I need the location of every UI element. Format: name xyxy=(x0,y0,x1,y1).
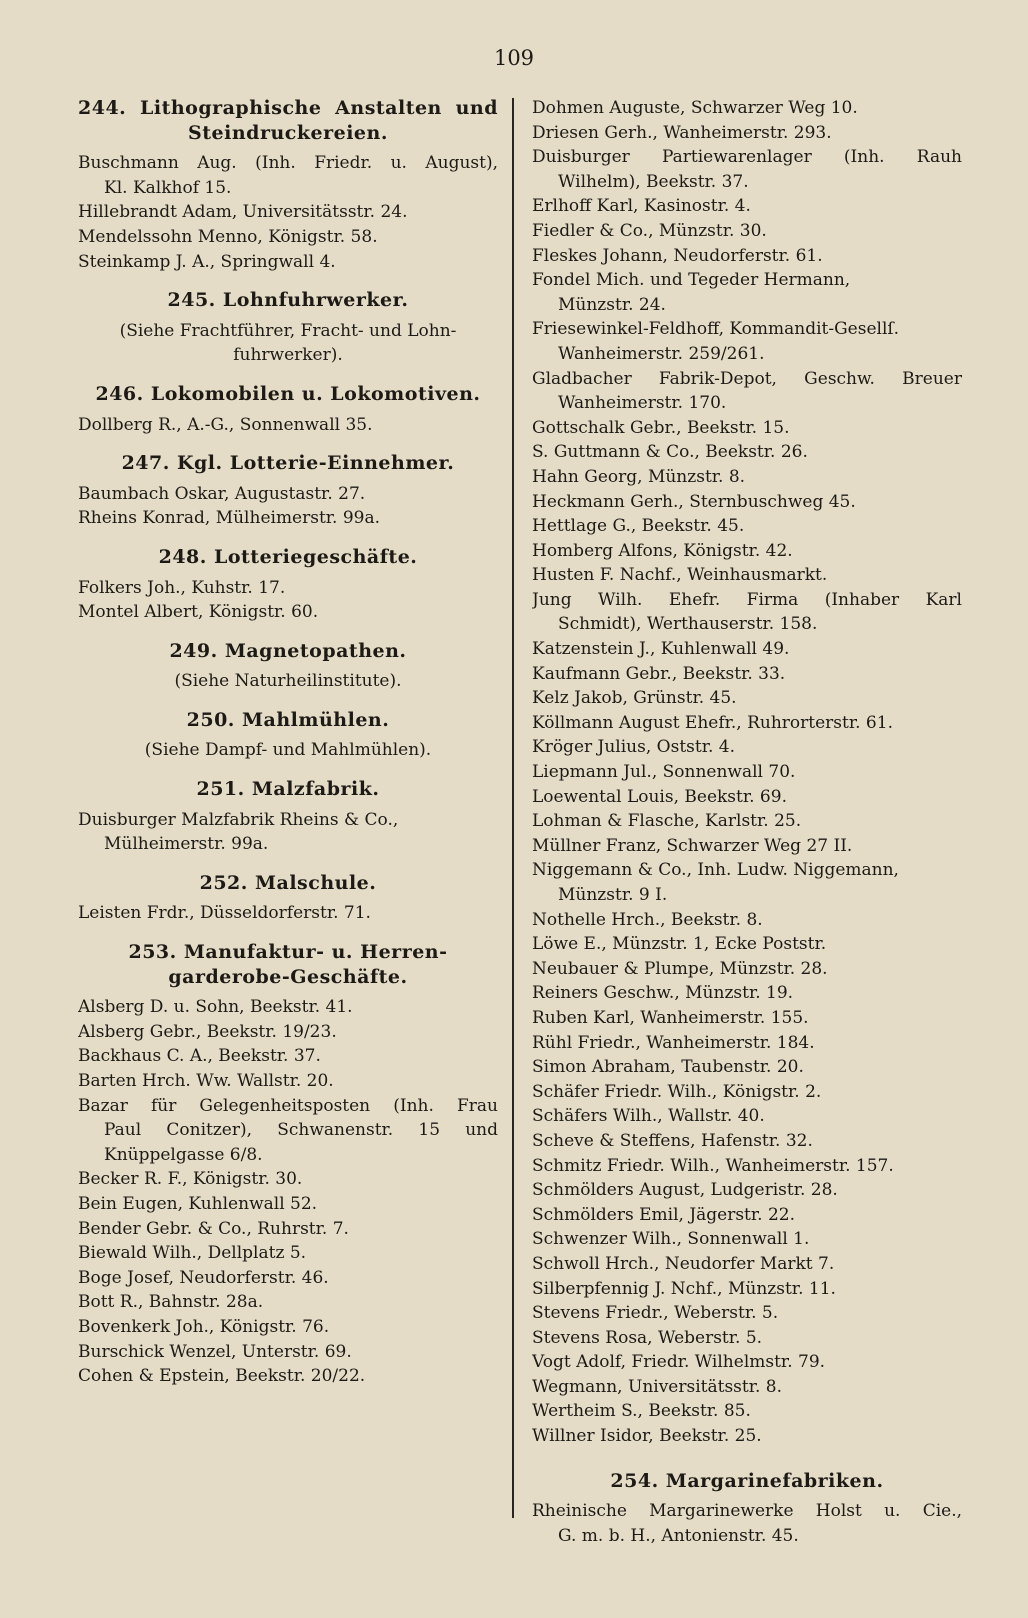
entry: Cohen & Epstein, Beekstr. 20/22. xyxy=(78,1366,366,1387)
entry: Bott R., Bahnstr. 28a. xyxy=(78,1292,264,1313)
entry: Baumbach Oskar, Augustastr. 27. xyxy=(78,483,366,504)
section-heading-252: 252. Malschule. xyxy=(199,871,377,894)
entry-cont: Wanheimerstr. 170. xyxy=(558,393,727,414)
cross-reference: (Siehe Naturheilinstitute). xyxy=(174,671,402,692)
entry: Folkers Joh., Kuhstr. 17. xyxy=(78,577,286,598)
entry: Heckmann Gerh., Sternbuschweg 45. xyxy=(532,491,856,512)
entry: Vogt Adolf, Friedr. Wilhelmstr. 79. xyxy=(532,1352,826,1373)
entry: Fleskes Johann, Neudorferstr. 61. xyxy=(532,245,823,266)
entry: Rühl Friedr., Wanheimerstr. 184. xyxy=(532,1032,815,1053)
entry: Rheins Konrad, Mülheimerstr. 99a. xyxy=(78,508,381,529)
entry: Wegmann, Universitätsstr. 8. xyxy=(532,1376,783,1397)
entry: Dollberg R., A.-G., Sonnenwall 35. xyxy=(78,414,373,435)
section-heading-244-cont: Steindruckereien. xyxy=(188,121,388,144)
entry: Scheve & Steffens, Hafenstr. 32. xyxy=(532,1130,813,1151)
cross-reference: (Siehe Frachtführer, Fracht- und Lohn- xyxy=(119,320,457,341)
entry: Hettlage G., Beekstr. 45. xyxy=(532,516,745,537)
entry: Bein Eugen, Kuhlenwall 52. xyxy=(78,1193,318,1214)
entry: Barten Hrch. Ww. Wallstr. 20. xyxy=(78,1071,334,1091)
entry: Buschmann Aug. (Inh. Friedr. u. August), xyxy=(78,153,498,174)
entry: Erlhoff Karl, Kasinostr. 4. xyxy=(532,196,751,217)
section-heading-244: 244. Lithographische Anstalten und xyxy=(78,97,498,119)
entry-cont: Kl. Kalkhof 15. xyxy=(104,177,232,198)
entry: Simon Abraham, Taubenstr. 20. xyxy=(532,1057,804,1078)
entry-cont: Mülheimerstr. 99a. xyxy=(104,834,269,855)
entry: Jung Wilh. Ehefr. Firma (Inhaber Karl xyxy=(532,589,962,610)
page-number: 109 xyxy=(493,46,535,70)
entry: Silberpfennig J. Nchf., Münzstr. 11. xyxy=(532,1278,836,1299)
entry: Gladbacher Fabrik-Depot, Geschw. Breuer xyxy=(532,368,962,389)
entry: Schäfers Wilh., Wallstr. 40. xyxy=(532,1106,765,1127)
entry: Köllmann August Ehefr., Ruhrorterstr. 61. xyxy=(532,712,893,733)
entry: Kelz Jakob, Grünstr. 45. xyxy=(532,688,737,709)
section-heading-253-cont: garderobe-Geschäfte. xyxy=(168,965,408,988)
entry: Schäfer Friedr. Wilh., Königstr. 2. xyxy=(532,1081,822,1102)
entry: Loewental Louis, Beekstr. 69. xyxy=(532,786,787,807)
right-column xyxy=(532,96,962,1548)
entry: Willner Isidor, Beekstr. 25. xyxy=(532,1426,762,1447)
cross-reference: (Siehe Dampf- und Mahlmühlen). xyxy=(144,740,432,761)
entry: Alsberg Gebr., Beekstr. 19/23. xyxy=(78,1021,337,1042)
entry-cont: Münzstr. 9 I. xyxy=(558,885,668,905)
entry: Schmölders August, Ludgeristr. 28. xyxy=(532,1180,838,1201)
entry: Schmitz Friedr. Wilh., Wanheimerstr. 157. xyxy=(532,1155,894,1176)
entry: Becker R. F., Königstr. 30. xyxy=(78,1169,303,1190)
entry: Nothelle Hrch., Beekstr. 8. xyxy=(532,909,763,930)
entry-cont: Wanheimerstr. 259/261. xyxy=(558,343,765,364)
entry: Duisburger Partiewarenlager (Inh. Rauh xyxy=(532,147,962,168)
section-heading-254: 254. Margarinefabriken. xyxy=(610,1469,884,1492)
entry: Katzenstein J., Kuhlenwall 49. xyxy=(532,639,790,660)
entry: Lohman & Flasche, Karlstr. 25. xyxy=(532,811,802,832)
entry: Niggemann & Co., Inh. Ludw. Niggemann, xyxy=(532,860,899,881)
entry: Bazar für Gelegenheitsposten (Inh. Frau xyxy=(78,1095,498,1116)
entry: Bender Gebr. & Co., Ruhrstr. 7. xyxy=(78,1218,349,1239)
entry: Dohmen Auguste, Schwarzer Weg 10. xyxy=(532,98,858,118)
entry-cont: G. m. b. H., Antonienstr. 45. xyxy=(558,1525,799,1546)
entry: Hillebrandt Adam, Universitätsstr. 24. xyxy=(78,202,408,223)
entry: S. Guttmann & Co., Beekstr. 26. xyxy=(532,442,808,463)
section-heading-250: 250. Mahlmühlen. xyxy=(186,708,390,731)
left-column xyxy=(78,96,498,1389)
entry: Wertheim S., Beekstr. 85. xyxy=(532,1401,751,1422)
entry: Bovenkerk Joh., Königstr. 76. xyxy=(78,1316,330,1337)
entry-cont: Wilhelm), Beekstr. 37. xyxy=(558,171,749,192)
entry: Ruben Karl, Wanheimerstr. 155. xyxy=(532,1007,809,1028)
entry: Leisten Frdr., Düsseldorferstr. 71. xyxy=(78,903,371,924)
entry: Boge Josef, Neudorferstr. 46. xyxy=(78,1267,329,1288)
entry-cont: Paul Conitzer), Schwanenstr. 15 und xyxy=(104,1120,498,1141)
entry: Schmölders Emil, Jägerstr. 22. xyxy=(532,1204,795,1225)
entry: Biewald Wilh., Dellplatz 5. xyxy=(78,1243,307,1264)
entry: Backhaus C. A., Beekstr. 37. xyxy=(78,1046,321,1067)
entry: Duisburger Malzfabrik Rheins & Co., xyxy=(78,809,399,830)
entry: Mendelssohn Menno, Königstr. 58. xyxy=(78,226,378,247)
entry: Löwe E., Münzstr. 1, Ecke Poststr. xyxy=(532,934,827,955)
entry-cont: Schmidt), Werthauserstr. 158. xyxy=(558,614,818,635)
entry: Montel Albert, Königstr. 60. xyxy=(78,602,319,623)
entry: Kröger Julius, Oststr. 4. xyxy=(532,737,735,758)
column-divider xyxy=(512,98,514,1518)
entry: Hahn Georg, Münzstr. 8. xyxy=(532,466,746,487)
entry: Kaufmann Gebr., Beekstr. 33. xyxy=(532,663,786,684)
entry: Liepmann Jul., Sonnenwall 70. xyxy=(532,762,796,783)
entry: Burschick Wenzel, Unterstr. 69. xyxy=(78,1341,352,1362)
entry: Alsberg D. u. Sohn, Beekstr. 41. xyxy=(78,997,353,1018)
entry-cont: Knüppelgasse 6/8. xyxy=(104,1144,263,1165)
section-heading-249: 249. Magnetopathen. xyxy=(169,639,407,662)
entry: Gottschalk Gebr., Beekstr. 15. xyxy=(532,417,790,438)
entry: Homberg Alfons, Königstr. 42. xyxy=(532,540,793,561)
entry: Stevens Rosa, Weberstr. 5. xyxy=(532,1327,763,1348)
section-heading-246: 246. Lokomobilen u. Lokomotiven. xyxy=(95,382,481,405)
entry: Müllner Franz, Schwarzer Weg 27 II. xyxy=(532,835,853,856)
entry: Rheinische Margarinewerke Holst u. Cie., xyxy=(532,1501,962,1522)
entry-cont: Münzstr. 24. xyxy=(558,294,666,315)
section-heading-245: 245. Lohnfuhrwerker. xyxy=(167,289,409,312)
entry: Fondel Mich. und Tegeder Hermann, xyxy=(532,270,851,291)
entry: Schwoll Hrch., Neudorfer Markt 7. xyxy=(532,1253,835,1274)
entry: Stevens Friedr., Weberstr. 5. xyxy=(532,1303,779,1324)
section-heading-253: 253. Manufaktur- u. Herren- xyxy=(128,941,448,964)
entry: Neubauer & Plumpe, Münzstr. 28. xyxy=(532,958,828,979)
entry: Friesewinkel-Feldhoff, Kommandit-Gesellſ. xyxy=(532,319,900,340)
entry: Steinkamp J. A., Springwall 4. xyxy=(78,251,336,272)
entry: Schwenzer Wilh., Sonnenwall 1. xyxy=(532,1229,810,1250)
entry: Fiedler & Co., Münzstr. 30. xyxy=(532,220,767,241)
section-heading-251: 251. Malzfabrik. xyxy=(196,778,380,801)
section-heading-247: 247. Kgl. Lotterie-Einnehmer. xyxy=(121,452,455,475)
entry: Driesen Gerh., Wanheimerstr. 293. xyxy=(532,122,832,143)
section-heading-248: 248. Lotteriegeschäfte. xyxy=(158,545,418,568)
entry: Husten F. Nachf., Weinhausmarkt. xyxy=(532,565,828,586)
entry: Reiners Geschw., Münzstr. 19. xyxy=(532,983,794,1004)
cross-reference-cont: fuhrwerker). xyxy=(233,345,343,366)
